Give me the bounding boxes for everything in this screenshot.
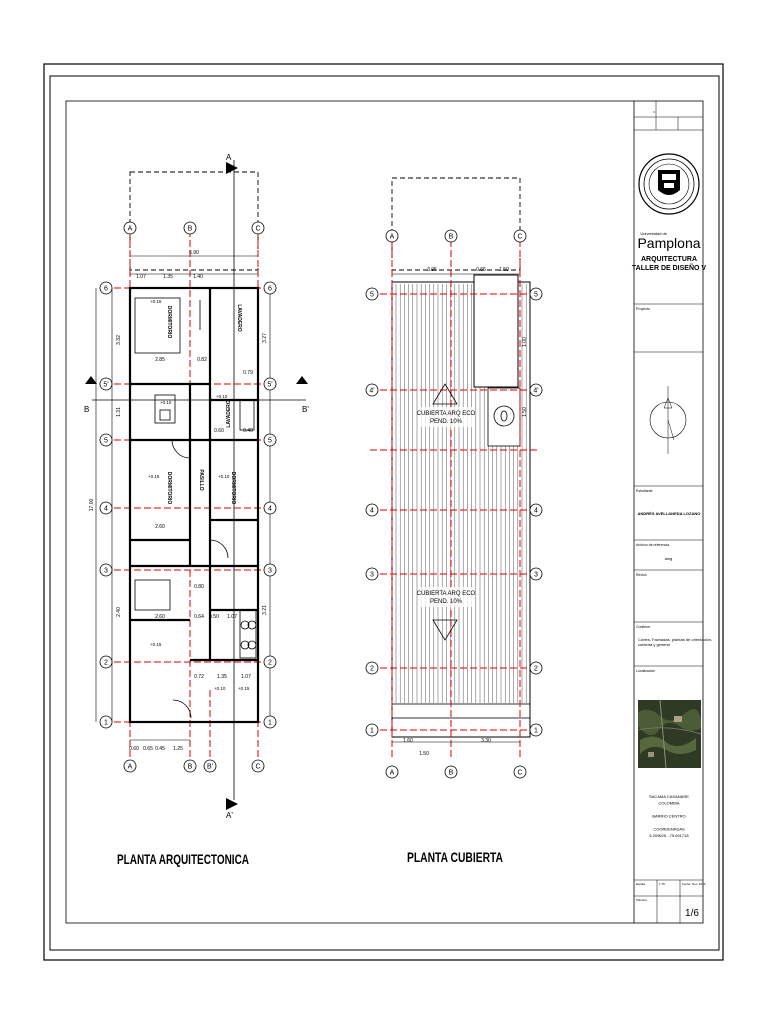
axis-bubble-label: 5 — [104, 437, 108, 445]
room-label-dormitorio-3: DORMITORIO — [230, 471, 236, 505]
level-tag: +0.10 — [216, 394, 228, 399]
dim-bottom-4: 1.25 — [173, 746, 183, 752]
dim-top-2: 1.35 — [163, 274, 173, 280]
roof-outline-top — [389, 178, 523, 270]
university-seal — [639, 154, 699, 214]
roof-dim-bottom-3: 3.30 — [481, 738, 491, 744]
room-label-pasillo: PASILLO — [198, 469, 204, 491]
axis-bubble-label: 4' — [533, 387, 539, 395]
level-tag: +0.15 — [148, 474, 160, 479]
north-arrow-icon — [650, 386, 686, 454]
roof-note-upper-line1: CUBIERTA ARQ ECO — [416, 411, 476, 417]
footer-date-label: Fecha — [682, 882, 691, 886]
axis-bubble-label: B' — [206, 763, 214, 771]
axis-bubble — [530, 504, 542, 516]
footer-scale-label: Escala — [636, 882, 646, 886]
student-label: Estudiante — [636, 489, 653, 493]
plan-dimension-lines — [96, 256, 273, 740]
axis-bubble-label: 5 — [370, 291, 374, 299]
axis-bubble — [386, 766, 398, 778]
roof-dim-side-1: 1.00 — [522, 337, 528, 347]
plan-title: PLANTA ARQUITECTONICA — [117, 851, 249, 867]
program-name: ARQUITECTURA — [641, 256, 697, 263]
dim-int-2: 0.82 — [197, 357, 207, 363]
axis-bubble — [100, 434, 112, 446]
axis-bubble — [514, 766, 526, 778]
course-name: TALLER DE DISEÑO V — [631, 265, 707, 272]
roof-dim-side-2: 1.50 — [522, 407, 528, 417]
axis-bubble-label: 4 — [534, 507, 538, 515]
axis-bubble-label: 3 — [104, 567, 108, 575]
room-label-lavadero-2: LAVADERO — [236, 304, 242, 332]
axis-bubble — [100, 716, 112, 728]
axis-bubble-label: B — [448, 769, 454, 777]
axis-bubble-label: 4 — [104, 505, 108, 513]
inner-frame — [50, 76, 719, 950]
axis-bubble-label: 5 — [268, 437, 272, 445]
axis-bubble — [252, 222, 264, 234]
dim-top-1: 1.07 — [136, 274, 146, 280]
axis-bubble-label: C — [255, 225, 261, 233]
roof-dim-top-1: 3.95 — [427, 267, 437, 273]
axis-bubble — [124, 760, 136, 772]
axis-bubble — [100, 378, 112, 390]
room-label-dormitorio-1: DORMITORIO — [166, 305, 172, 339]
section-mark-b: B — [84, 405, 90, 414]
location-map-image — [638, 700, 701, 768]
room-label-dormitorio-2: DORMITORIO — [166, 471, 172, 505]
axis-bubble — [100, 656, 112, 668]
content-value: Cortes, Fachadas, plantas de orientación, cubierta y general — [638, 637, 713, 647]
dim-int-14: 0.40 — [243, 428, 253, 434]
dim-side-4: 3.27 — [262, 333, 268, 343]
axis-bubble — [264, 378, 276, 390]
address-line: SACAMA CASANARE — [649, 794, 689, 799]
axis-bubble-label: 3 — [268, 567, 272, 575]
section-arrow-b-left — [85, 376, 97, 384]
axis-bubble — [124, 222, 136, 234]
axis-bubble — [100, 502, 112, 514]
axis-bubble-label: 4' — [369, 387, 375, 395]
axis-bubble — [184, 222, 196, 234]
section-mark-b-prime: B' — [302, 405, 309, 414]
dim-side-total: 17.00 — [89, 498, 95, 512]
architectural-plan — [84, 153, 309, 867]
section-arrow-a-bottom — [226, 798, 238, 810]
dim-int-4: 2.60 — [155, 524, 165, 530]
axis-bubble — [264, 282, 276, 294]
section-mark-a-prime: A' — [226, 811, 233, 820]
axis-bubble-label: 2 — [534, 665, 538, 673]
dim-int-12: 1.07 — [241, 674, 251, 680]
axis-bubble — [264, 564, 276, 576]
address-line: 6.209625, -75.601718 — [649, 833, 689, 838]
university-name: Pamplona — [637, 235, 701, 251]
dim-top-3: 1.40 — [193, 274, 203, 280]
dim-int-10: 0.72 — [194, 674, 204, 680]
axis-bubble-label: 5 — [534, 291, 538, 299]
location-label: Localización — [636, 669, 656, 673]
level-tag: +0.10 — [214, 686, 226, 691]
ref-label: Archivo de referencia — [636, 543, 670, 547]
dim-int-3: 0.79 — [243, 370, 253, 376]
roof-title: PLANTA CUBIERTA — [407, 849, 503, 865]
dim-side-3: 2.40 — [116, 607, 122, 617]
axis-bubble — [366, 724, 378, 736]
title-block — [632, 101, 713, 923]
dim-int-9: 1.07 — [227, 614, 237, 620]
roof-note-upper-line2: PEND. 10% — [429, 419, 463, 425]
axis-bubble — [366, 504, 378, 516]
sheet-number: 1/6 — [685, 908, 699, 919]
axis-bubble — [264, 716, 276, 728]
footer-date-value: Nov. 2023 — [692, 882, 706, 886]
axis-bubble — [366, 662, 378, 674]
dim-side-1: 3.32 — [116, 335, 122, 345]
dim-int-11: 1.35 — [217, 674, 227, 680]
student-name: ANDRÉS AVELLANEDA LOZANO — [637, 511, 701, 516]
axis-bubble-label: 2 — [104, 659, 108, 667]
axis-bubble-label: 3 — [534, 571, 538, 579]
axis-bubble-label: 4 — [268, 505, 272, 513]
level-tag: +0.10 — [218, 474, 230, 479]
axis-bubble — [264, 656, 276, 668]
axis-bubble-label: 2 — [370, 665, 374, 673]
roof-tank — [488, 388, 520, 446]
content-label: Contiene — [636, 625, 651, 629]
axis-bubble — [366, 568, 378, 580]
axis-bubble — [100, 282, 112, 294]
dim-int-8: 0.50 — [209, 614, 219, 620]
dim-int-7: 0.64 — [194, 614, 204, 620]
footer-cells — [636, 882, 706, 919]
axis-bubble — [514, 230, 526, 242]
dim-bottom-2: 0.65 — [143, 746, 153, 752]
axis-bubble — [366, 288, 378, 300]
axis-bubble-label: B — [448, 233, 454, 241]
level-tag: +0.15 — [238, 686, 250, 691]
roof-note-lower-line2: PEND. 10% — [429, 599, 463, 605]
axis-bubble — [530, 568, 542, 580]
tb-top-cell: 6 — [653, 110, 655, 114]
section-mark-a: A — [226, 153, 232, 162]
axis-bubble-label: 5' — [267, 381, 273, 389]
roof-dim-bottom-2: 1.50 — [419, 751, 429, 757]
review-label: Revisó — [636, 573, 647, 577]
axis-bubble-label: 2 — [268, 659, 272, 667]
axis-bubble-label: A — [389, 233, 395, 241]
axis-bubble-label: C — [517, 233, 523, 241]
axis-bubble-label: C — [255, 763, 261, 771]
axis-bubble — [530, 724, 542, 736]
level-tag: +0.10 — [160, 400, 172, 405]
axis-bubble — [530, 662, 542, 674]
dim-int-1: 2.85 — [155, 357, 165, 363]
axis-bubble — [386, 230, 398, 242]
address-line: COLOMBIA — [658, 800, 680, 806]
axis-bubble-label: A — [127, 763, 133, 771]
dim-bottom-3: 0.45 — [155, 746, 165, 752]
axis-bubble — [445, 230, 457, 242]
axis-bubble-label: B — [187, 763, 193, 771]
axis-bubble-label: 1 — [370, 727, 374, 735]
axis-bubble-label: 1 — [104, 719, 108, 727]
level-tag: +0.15 — [150, 642, 162, 647]
axis-bubble-label: 5' — [103, 381, 109, 389]
axis-bubble — [366, 384, 378, 396]
axis-bubble-label: A — [127, 225, 133, 233]
dim-int-13: 0.60 — [214, 428, 224, 434]
project-label: Proyecto — [636, 307, 650, 311]
axis-bubble-label: 1 — [534, 727, 538, 735]
axis-bubble-label: 6 — [104, 285, 108, 293]
axis-bubble-label: C — [517, 769, 523, 777]
axis-bubble-label: 3 — [370, 571, 374, 579]
axis-bubble-label: 4 — [370, 507, 374, 515]
dim-side-2: 1.31 — [116, 407, 122, 417]
sheet-label: Plancha — [636, 898, 647, 902]
outer-frame — [44, 64, 723, 960]
dim-bottom-1: 0.60 — [129, 746, 139, 752]
axis-bubble — [530, 384, 542, 396]
axis-bubble-label: B — [187, 225, 193, 233]
roof-void — [474, 275, 518, 387]
axis-bubble — [264, 502, 276, 514]
logo-text-universidad: Universidad de — [640, 231, 667, 236]
plan-axis-grid — [104, 230, 273, 760]
ref-value: .dwg — [663, 556, 673, 561]
axis-bubble-label: 1 — [268, 719, 272, 727]
axis-bubble — [264, 434, 276, 446]
roof-plan — [366, 178, 542, 865]
axis-bubble — [252, 760, 264, 772]
roof-note-lower-line1: CUBIERTA ARQ ECO — [416, 591, 476, 597]
roof-dim-top-3: 1.50 — [499, 267, 509, 273]
axis-bubble-label: 6 — [268, 285, 272, 293]
dim-int-5: 2.60 — [155, 614, 165, 620]
roof-dim-top-2: 0.65 — [476, 267, 486, 273]
axis-bubble — [184, 760, 196, 772]
axis-bubble — [530, 288, 542, 300]
level-tag: +0.15 — [150, 299, 162, 304]
axis-bubble-label: A — [389, 769, 395, 777]
dim-total-width: 6.90 — [189, 250, 199, 256]
axis-bubble — [445, 766, 457, 778]
axis-bubble — [100, 564, 112, 576]
address-line: COORDENADAS — [653, 826, 685, 832]
dim-int-6: 0.80 — [194, 584, 204, 590]
section-arrow-b-right — [296, 376, 308, 384]
footer-scale-value: 1:75 — [659, 882, 665, 886]
axis-bubble — [204, 760, 216, 772]
room-label-lavadero-1: LAVADERO — [226, 400, 232, 428]
address-block — [649, 794, 689, 838]
drawing-frame — [66, 101, 703, 923]
dim-side-5: 3.21 — [262, 605, 268, 615]
roof-dim-bottom-1: 1.60 — [403, 738, 413, 744]
address-line: BARRIO CENTRO — [652, 813, 686, 819]
